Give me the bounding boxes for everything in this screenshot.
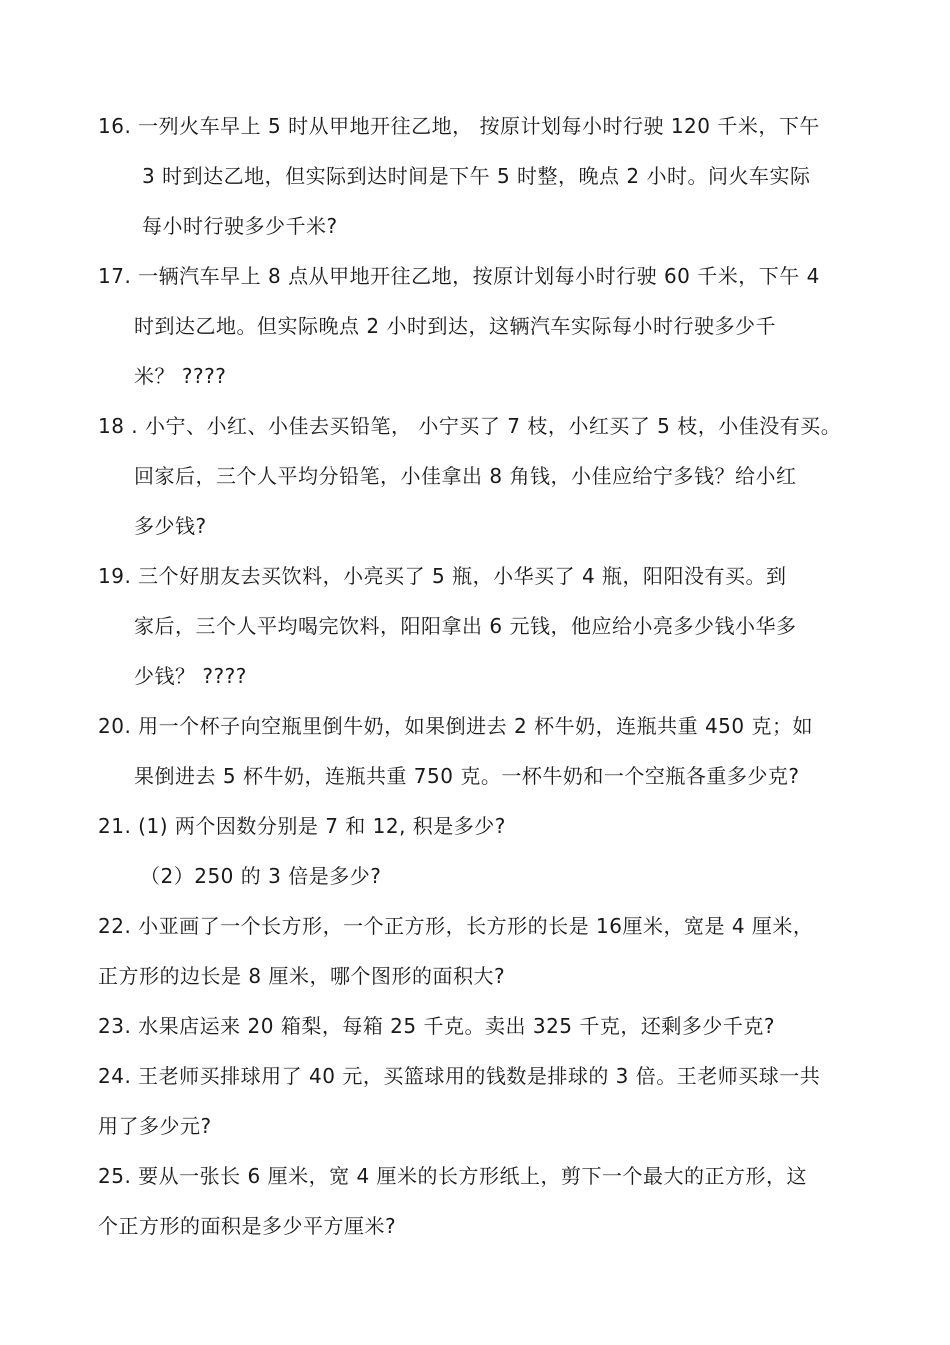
problem-18-line-2: 回家后，三个人平均分铅笔，小佳拿出 8 角钱，小佳应给宁多钱？给小红 [134, 464, 797, 488]
problem-18-line-3: 多少钱? [134, 514, 207, 538]
problem-19-line-3: 少钱？ ???? [134, 664, 247, 688]
problem-17-line-1: 17. 一辆汽车早上 8 点从甲地开往乙地，按原计划每小时行驶 60 千米，下午 4 [98, 264, 820, 288]
problem-22-line-1: 22. 小亚画了一个长方形，一个正方形，长方形的长是 16厘米，宽是 4 厘米， [98, 914, 814, 938]
problem-18-line-1: 18 . 小宁、小红、小佳去买铅笔， 小宁买了 7 枝，小红买了 5 枝，小佳没有买。 [98, 414, 842, 438]
problem-23-line-1: 23. 水果店运来 20 箱梨，每箱 25 千克。卖出 325 千克，还剩多少千克? [98, 1014, 775, 1038]
problem-21-part-2: （2）250 的 3 倍是多少? [140, 864, 382, 888]
problem-22-line-2: 正方形的边长是 8 厘米，哪个图形的面积大? [98, 964, 506, 988]
problem-16-line-3: 每小时行驶多少千米? [142, 214, 338, 238]
problem-25-line-2: 个正方形的面积是多少平方厘米? [98, 1214, 397, 1238]
problem-16-line-1: 16. 一列火车早上 5 时从甲地开往乙地， 按原计划每小时行驶 120 千米，下午 [98, 114, 820, 138]
problem-17-line-3: 米？ ???? [134, 364, 227, 388]
problem-17-line-2: 时到达乙地。但实际晚点 2 小时到达，这辆汽车实际每小时行驶多少千 [134, 314, 776, 338]
problem-20-line-2: 果倒进去 5 杯牛奶，连瓶共重 750 克。一杯牛奶和一个空瓶各重多少克? [134, 764, 800, 788]
problem-25-line-1: 25. 要从一张长 6 厘米，宽 4 厘米的长方形纸上，剪下一个最大的正方形，这 [98, 1164, 808, 1188]
problem-21-part-1: 21. (1) 两个因数分别是 7 和 12, 积是多少? [98, 814, 506, 838]
problem-19-line-2: 家后，三个人平均喝完饮料，阳阳拿出 6 元钱，他应给小亮多少钱小华多 [134, 614, 797, 638]
problem-20-line-1: 20. 用一个杯子向空瓶里倒牛奶，如果倒进去 2 杯牛奶，连瓶共重 450 克；如 [98, 714, 813, 738]
problem-24-line-1: 24. 王老师买排球用了 40 元，买篮球用的钱数是排球的 3 倍。王老师买球一共 [98, 1064, 821, 1088]
problem-19-line-1: 19. 三个好朋友去买饮料，小亮买了 5 瓶，小华买了 4 瓶，阳阳没有买。到 [98, 564, 787, 588]
problem-24-line-2: 用了多少元? [98, 1114, 212, 1138]
problem-16-line-2: 3 时到达乙地，但实际到达时间是下午 5 时整，晚点 2 小时。问火车实际 [142, 164, 811, 188]
